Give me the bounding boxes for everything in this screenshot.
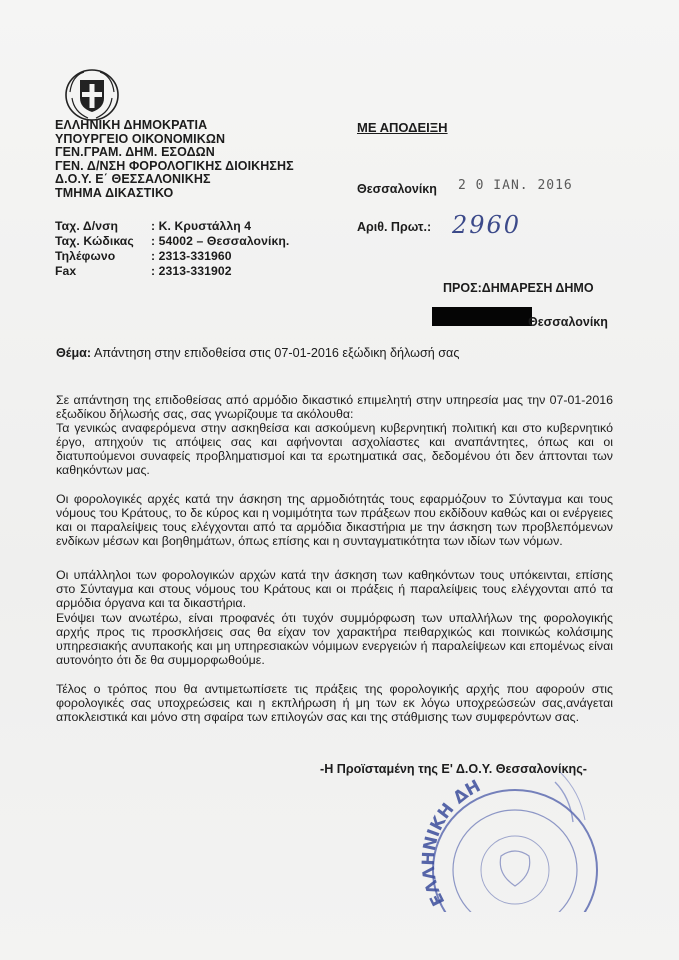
redaction-bar xyxy=(432,307,532,326)
body-paragraph: Οι φορολογικές αρχές κατά την άσκηση της αρμοδιότητάς τους εφαρμόζουν το Σύνταγμα και τους νόμους του Κράτους, το δε κύρος και η νομιμότητα των πράξεων που εκδίδουν καθώς και οι ενέργειες και οι παραλείψεις τους ελέγχονται από τα αρμόδια δικαστήρια με την άσκηση των προβλεπόμενων ενδίκων μέσων και βοηθημάτων, όπως επίσης και η συνταγματικότητα των ιδίων των νόμων. xyxy=(56,492,613,549)
body-paragraph: Σε απάντηση της επιδοθείσας από αρμόδιο δικαστικό επιμελητή στην υπηρεσία μας την 07-01-2016 εξωδίκου δήλωσής σας, σας γνωρίζουμε τα ακόλουθα: xyxy=(56,393,613,422)
header-line: ΤΜΗΜΑ ΔΙΚΑΣΤΙΚΟ xyxy=(55,185,174,200)
contact-row: Ταχ. Δ/νση : Κ. Κρυστάλλη 4 xyxy=(55,219,252,233)
contact-row: Τηλέφωνο : 2313-331960 xyxy=(55,249,232,263)
contact-row: Fax : 2313-331902 xyxy=(55,264,232,278)
seal-text: ΕΛΛΗΝΙΚΗ ΔΗ xyxy=(418,776,485,909)
signature-line: -Η Προϊσταμένη της Ε' Δ.Ο.Υ. Θεσσαλονίκης- xyxy=(320,762,587,776)
body-paragraph: Τέλος ο τρόπος που θα αντιμετωπίσετε τις πράξεις της φορολογικής αρχής που αφορούν στις φορολογικές σας υποχρεώσεις και η εκπλήρωση ή μη των εκ λόγω υποχρεώσεών σας,ανάγεται αποκλειστικά και μόνο στη σφαίρα των επιλογών σας και της στάθμισης των συμφερόντων σας. xyxy=(56,682,613,725)
body-paragraph: Τα γενικώς αναφερόμενα στην ασκηθείσα και ασκούμενη κυβερνητική πολιτική και στο κυβερνητικό έργο, απηχούν τις απόψεις σας και αφήνονται ασχολίαστες και αναπάντητες, όπως και οι διατυπούμενοι συναφείς προβληματισμοί και τα ερωτηματικά σας, δεδομένου ότι δεν άπτονται των καθηκόντων μας. xyxy=(56,421,613,478)
subject-label: Θέμα: xyxy=(56,346,92,360)
header-line: ΓΕΝ. Δ/ΝΣΗ ΦΟΡΟΛΟΓΙΚΗΣ ΔΙΟΙΚΗΣΗΣ xyxy=(55,158,294,173)
recipient-city: Θεσσαλονίκη xyxy=(528,315,608,329)
header-line: Δ.Ο.Υ. Ε΄ ΘΕΣΣΑΛΟΝΙΚΗΣ xyxy=(55,172,211,187)
header-line: ΕΛΛΗΝΙΚΗ ΔΗΜΟΚΡΑΤΙΑ xyxy=(55,118,208,132)
protocol-label: Αριθ. Πρωτ.: xyxy=(357,220,432,234)
subject-line xyxy=(56,346,459,360)
contact-row: Ταχ. Κώδικας : 54002 – Θεσσαλονίκη. xyxy=(55,234,290,248)
body-paragraph: Οι υπάλληλοι των φορολογικών αρχών κατά την άσκηση των καθηκόντων τους υπόκεινται, επίσης στο Σύνταγμα και στους νόμους του Κράτους και οι πράξεις ή παραλείψεις τους ελέγχονται από τα αρμόδια όργανα και τα δικαστήρια. xyxy=(56,568,613,611)
official-seal-stamp xyxy=(405,752,605,912)
header-line: ΥΠΟΥΡΓΕΙΟ ΟΙΚΟΝΟΜΙΚΩΝ xyxy=(55,131,226,146)
svg-text:ΕΛΛΗΝΙΚΗ ΔΗ xyxy=(419,776,484,909)
header-line: ΓΕΝ.ΓΡΑΜ. ΔΗΜ. ΕΣΟΔΩΝ xyxy=(55,145,215,160)
body-paragraph: Ενόψει των ανωτέρω, είναι προφανές ότι τυχόν συμμόρφωση των υπαλλήλων της φορολογικής αρχής προς τις προσκλήσεις σας θα είχαν τον χαρακτήρα πειθαρχικώς και ποινικώς κολάσιμης υπηρεσιακής ανυπακοής και μη υπηρεσιακών νόμιμων ενεργειών ή παραλείψεων και επομένως είναι αυτονόητο ότι δε θα συμμορφωθούμε. xyxy=(56,611,613,668)
greek-emblem-icon xyxy=(62,62,122,122)
contact-block xyxy=(55,219,289,279)
recipient-to: ΠΡΟΣ:ΔΗΜΑΡΕΣΗ ΔΗΜΟ xyxy=(443,281,594,295)
date-stamp: 2 0 ΙΑΝ. 2016 xyxy=(458,178,573,193)
delivery-note: ΜΕ ΑΠΟΔΕΙΞΗ xyxy=(357,120,448,135)
issuer-header xyxy=(55,119,294,201)
city-label: Θεσσαλονίκη xyxy=(357,182,437,196)
protocol-number: 2960 xyxy=(452,211,522,239)
subject-text: Απάντηση στην επιδοθείσα στις 07-01-2016 εξώδικη δήλωσή σας xyxy=(93,346,460,360)
